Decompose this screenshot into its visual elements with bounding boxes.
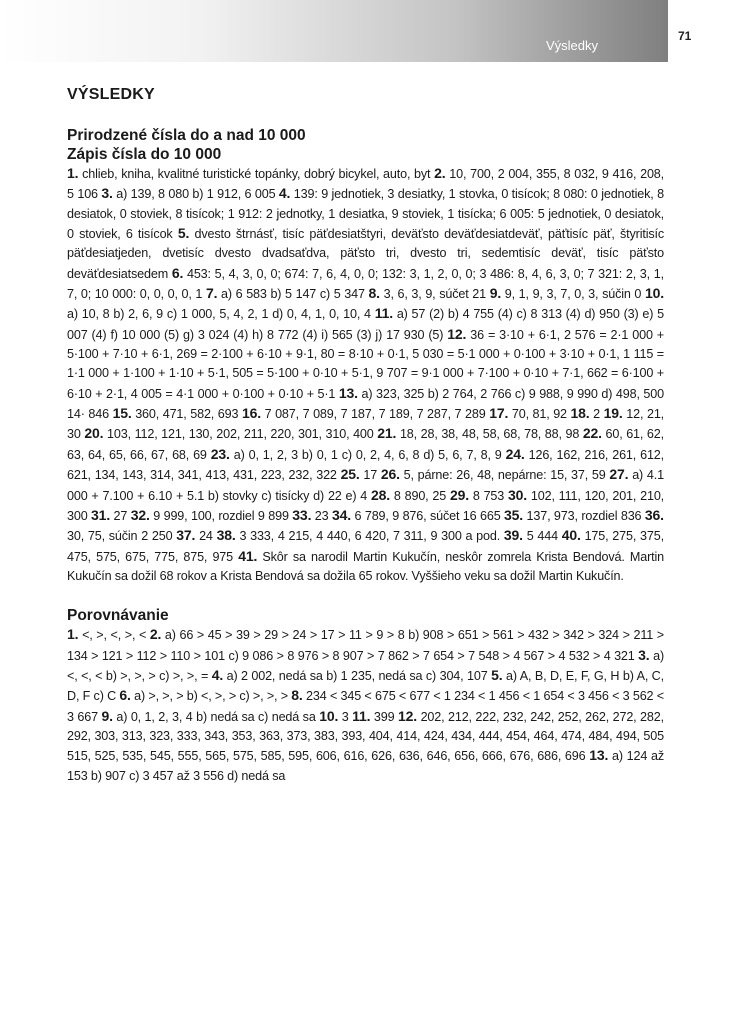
- answer-number: 13.: [589, 747, 609, 764]
- answer-text: 9 999, 100, rozdiel 9 899: [153, 508, 289, 523]
- answer-text: 30, 75, súčin 2 250: [67, 529, 173, 544]
- page-number: 71: [678, 29, 692, 43]
- answer-text: <, >, <, >, <: [82, 628, 147, 643]
- answer-number: 11.: [374, 305, 393, 322]
- answer-number: 40.: [561, 527, 581, 544]
- answer-text: a) 66 > 45 > 39 > 29 > 24 > 17 > 11 > 9 > 8 b) 908 > 651 > 561 > 432 > 342 > 324 > 211 > 134 > 121 > 112 > 110 > 101 c) 9 086 > 8 976 > 8 907 > 7 862 > 7 654 > 7 548 > 4 567 > 4 532 > 4 321: [67, 628, 664, 663]
- answer-number: 4.: [278, 185, 291, 202]
- answer-text: 60, 61, 62, 63, 64, 65, 66, 67, 68, 69: [67, 427, 664, 462]
- answer-text: chlieb, kniha, kvalitné turistické topánky, dobrý bicykel, auto, byt: [82, 167, 431, 181]
- answer-number: 34.: [332, 506, 352, 523]
- answer-number: 30.: [508, 486, 528, 503]
- answer-text: 9, 1, 9, 3, 7, 0, 3, súčin 0: [504, 287, 642, 302]
- answer-text: 3: [341, 709, 349, 724]
- answer-number: 5.: [177, 225, 190, 242]
- answer-text: 8 753: [472, 488, 505, 503]
- answer-text: a) >, >, > b) <, >, > c) >, >, >: [134, 689, 288, 704]
- answer-number: 3.: [101, 185, 113, 202]
- answer-text: 8 890, 25: [393, 488, 447, 503]
- answer-number: 2.: [149, 626, 162, 643]
- section-title-comparison: Porovnávanie: [67, 607, 169, 625]
- answer-text: 102, 111, 120, 201, 210, 300: [67, 488, 665, 523]
- section-subtitle-notation: Zápis čísla do 10 000: [67, 146, 222, 163]
- answer-number: 19.: [603, 405, 623, 422]
- answer-text: 6 789, 9 876, súčet 16 665: [354, 508, 501, 523]
- answer-text: 399: [373, 709, 395, 724]
- answer-text: 139: 9 jednotiek, 3 desiatky, 1 stovka, 0 tisícok; 8 080: 0 jednotiek, 8 desiatok, 0 stoviek, 8 tisícok; 1 912: 2 jednotky, 1 desiatka, 9 stoviek, 1 tisícka; 6 005: 5 jednotiek, 0 desiatok, 0 stoviek, 6 tisícok: [67, 187, 664, 242]
- answer-text: 27: [113, 508, 128, 523]
- answer-number: 18.: [570, 405, 590, 422]
- answer-text: 23: [314, 508, 329, 523]
- answer-text: 24: [199, 529, 213, 544]
- header-band: [0, 0, 668, 62]
- answer-text: a) 124 až 153 b) 907 c) 3 457 až 3 556 d) nedá sa: [67, 749, 664, 783]
- answer-text: 3 333, 4 215, 4 440, 6 420, 7 311, 9 300 a pod.: [239, 529, 501, 544]
- answer-number: 11.: [352, 707, 371, 724]
- answer-number: 7.: [205, 285, 218, 302]
- answer-text: a) 4.1 000 + 7.100 + 6.10 + 5.1 b) stovky c) tisícky d) 22 e) 4: [67, 468, 664, 503]
- answer-text: dvesto štrnásť, tisíc päťdesiatštyri, deväťsto deväťdesiatdeväť, päťtisíc päť, štyritisíc päťdesiatjeden, dvetisíc dvesto dvadsaťdva, päťsto tri, dvesto tri, sedemtisíc deväť, tisíc päťsto deväťdesiatsedem: [67, 227, 664, 281]
- answer-text: 126, 162, 216, 261, 612, 621, 134, 143, 314, 341, 413, 431, 223, 232, 322: [67, 447, 665, 483]
- answer-number: 20.: [84, 425, 104, 442]
- answer-number: 32.: [130, 506, 150, 523]
- answer-text: 5 444: [526, 529, 558, 544]
- answer-number: 26.: [380, 466, 400, 483]
- answer-number: 17.: [489, 405, 509, 422]
- answer-number: 12.: [398, 707, 418, 724]
- answer-number: 37.: [176, 527, 196, 544]
- answer-text: 12, 21, 30: [67, 407, 665, 442]
- answer-number: 13.: [338, 384, 358, 401]
- answer-number: 3.: [638, 646, 650, 663]
- answer-number: 16.: [241, 405, 261, 422]
- answers-block-natural-numbers: [67, 164, 664, 586]
- answer-text: a) A, B, D, E, F, G, H b) A, C, D, F c) C: [67, 668, 664, 704]
- answer-text: a) 323, 325 b) 2 764, 2 766 c) 9 988, 9 990 d) 498, 500 14· 846: [67, 386, 664, 422]
- answer-number: 33.: [292, 506, 312, 523]
- page-content: [67, 86, 664, 806]
- answers-block-comparison: [67, 625, 664, 786]
- answer-text: 175, 275, 375, 475, 575, 675, 775, 875, 975: [67, 529, 664, 564]
- answer-text: 18, 28, 38, 48, 58, 68, 78, 88, 98: [399, 427, 580, 442]
- answer-number: 1.: [67, 626, 79, 643]
- answer-number: 23.: [210, 445, 230, 462]
- answer-text: 70, 81, 92: [511, 407, 567, 422]
- page-heading: VÝSLEDKY: [67, 86, 155, 103]
- answer-text: 5, párne: 26, 48, nepárne: 15, 37, 59: [403, 468, 606, 483]
- answer-number: 31.: [91, 506, 111, 523]
- answer-number: 25.: [340, 466, 360, 483]
- answer-text: a) 139, 8 080 b) 1 912, 6 005: [116, 187, 276, 202]
- answer-number: 5.: [491, 666, 503, 683]
- answer-text: 234 < 345 < 675 < 677 < 1 234 < 1 456 < 1 654 < 3 456 < 3 562 < 3 667: [67, 689, 664, 724]
- answer-number: 22.: [582, 425, 602, 442]
- answer-number: 9.: [101, 707, 113, 724]
- answer-number: 10.: [319, 707, 339, 724]
- answer-text: 10, 700, 2 004, 355, 8 032, 9 416, 208, 5 106: [67, 167, 665, 202]
- answer-number: 15.: [112, 405, 132, 422]
- answer-number: 10.: [644, 285, 664, 302]
- answer-number: 36.: [644, 506, 664, 523]
- running-header-title: Výsledky: [545, 38, 598, 53]
- answer-number: 41.: [238, 547, 258, 564]
- answer-number: 35.: [504, 506, 524, 523]
- answer-text: 3, 6, 3, 9, súčet 21: [383, 287, 486, 302]
- answer-number: 28.: [371, 486, 391, 503]
- answer-text: 360, 471, 582, 693: [135, 407, 239, 422]
- section-title-natural-numbers: Prirodzené čísla do a nad 10 000: [67, 127, 306, 144]
- answer-number: 8.: [291, 687, 303, 704]
- answer-text: a) 10, 8 b) 2, 6, 9 c) 1 000, 5, 4, 2, 1 d) 0, 4, 1, 0, 10, 4: [67, 307, 371, 322]
- answer-text: 202, 212, 222, 232, 242, 252, 262, 272, 282, 292, 303, 313, 323, 333, 343, 353, 363, 373, 383, 393, 404, 414, 424, 434, 444, 454, 464, 474, 484, 494, 505 515, 525, 535, 545, 555, 565, 575, 585, 595, 606, 616, 626, 636, 646, 656, 666, 676, 686, 696: [67, 709, 664, 764]
- answer-text: Skôr sa narodil Martin Kukučín, neskôr zomrela Krista Bendová. Martin Kukučín sa dožil 68 rokov a Krista Bendová sa dožila 65 rokov. Vyššieho veku sa dožil Martin Kukučín.: [67, 549, 664, 583]
- answer-text: a) 6 583 b) 5 147 c) 5 347: [221, 287, 365, 302]
- answer-text: a) 0, 1, 2, 3 b) 0, 1 c) 0, 2, 4, 6, 8 d) 5, 6, 7, 8, 9: [233, 447, 502, 462]
- answer-number: 24.: [505, 445, 525, 462]
- answer-number: 1.: [67, 165, 79, 181]
- answer-number: 21.: [377, 425, 397, 442]
- answer-text: 7 087, 7 089, 7 187, 7 189, 7 287, 7 289: [264, 407, 486, 422]
- answer-number: 38.: [216, 527, 236, 544]
- answer-number: 6.: [171, 264, 184, 281]
- answer-text: a) 57 (2) b) 4 755 (4) c) 8 313 (4) d) 950 (3) e) 5 007 (4) f) 10 000 (5) g) 3 024 (4) h) 8 772 (4) i) 565 (3) j) 17 930 (5): [67, 307, 664, 342]
- answer-number: 4.: [211, 666, 224, 683]
- answer-number: 12.: [447, 325, 467, 342]
- answer-number: 6.: [119, 687, 131, 704]
- answer-number: 29.: [449, 486, 469, 503]
- answer-number: 39.: [503, 527, 523, 544]
- answer-text: 36 = 3·10 + 6·1, 2 576 = 2·1 000 + 5·100 + 7·10 + 6·1, 269 = 2·100 + 6·10 + 9·1, 80 = 8·10 + 0·1, 5 030 = 5·1 000 + 0·100 + 3·10 + 0·1, 1 115 = 1·1 000 + 1·100 + 1·10 + 5·1, 505 = 5·100 + 0·10 + 5·1, 9 707 = 9·1 000 + 7·100 + 0·10 + 7·1, 662 = 6·100 + 6·10 + 2·1, 4 005 = 4·1 000 + 0·100 + 0·10 + 5·1: [67, 327, 665, 401]
- answer-number: 8.: [368, 285, 380, 302]
- answer-text: 137, 973, rozdiel 836: [526, 508, 642, 523]
- answer-text: a) 2 002, nedá sa b) 1 235, nedá sa c) 304, 107: [226, 668, 488, 683]
- answer-number: 2.: [434, 165, 446, 181]
- answer-text: 17: [363, 468, 378, 483]
- answer-text: 103, 112, 121, 130, 202, 211, 220, 301, 310, 400: [107, 427, 374, 442]
- answer-text: a) <, <, < b) >, >, > c) >, >, =: [67, 648, 664, 683]
- answer-number: 9.: [489, 285, 502, 302]
- answer-number: 27.: [609, 466, 629, 483]
- answer-text: 453: 5, 4, 3, 0, 0; 674: 7, 6, 4, 0, 0; 132: 3, 1, 2, 0, 0; 3 486: 8, 4, 6, 3, 0; 7 321: 2, 3, 1, 7, 0; 10 000: 0, 0, 0, 0, 1: [67, 266, 664, 302]
- answer-text: a) 0, 1, 2, 3, 4 b) nedá sa c) nedá sa: [116, 709, 316, 724]
- answer-text: 2: [593, 407, 601, 422]
